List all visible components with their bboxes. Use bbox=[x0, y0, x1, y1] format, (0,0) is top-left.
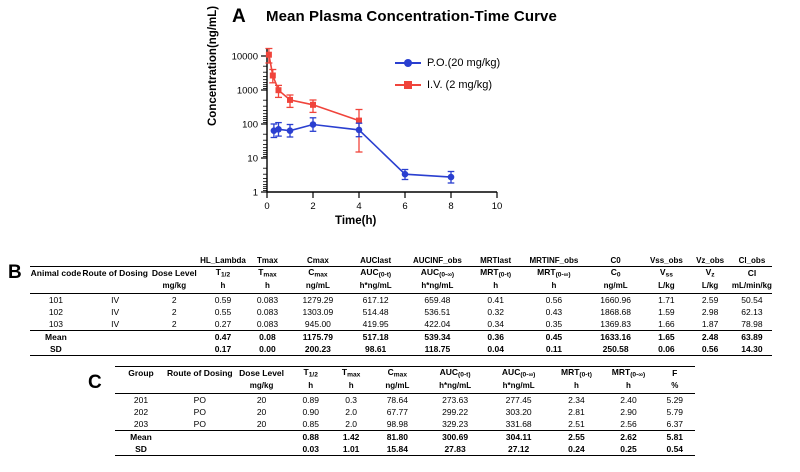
cell: 2.48 bbox=[701, 331, 719, 342]
cell: 0.90 bbox=[302, 406, 319, 417]
unit-cell bbox=[167, 381, 233, 394]
cell: 0.89 bbox=[302, 394, 319, 405]
header-cell-group: Group bbox=[115, 367, 167, 381]
cell: 2 bbox=[171, 294, 177, 305]
legend-item-po bbox=[395, 52, 545, 74]
cell: 0.083 bbox=[256, 306, 279, 317]
table-row bbox=[115, 406, 695, 418]
cell: 1660.96 bbox=[600, 294, 631, 305]
cell: 277.45 bbox=[505, 394, 532, 405]
cell: 2 bbox=[171, 306, 177, 317]
cell: 422.04 bbox=[405, 318, 471, 331]
cell: 0.06 bbox=[644, 343, 688, 356]
table-group-header-row bbox=[30, 256, 772, 267]
table-c-panel bbox=[115, 366, 695, 456]
pk-table-iv bbox=[30, 256, 772, 356]
cell: 0.85 bbox=[291, 418, 331, 431]
cell: 0.11 bbox=[521, 343, 587, 356]
cell: SD bbox=[115, 443, 167, 456]
cell: 0.59 bbox=[214, 294, 232, 305]
group-header-cell: AUClast bbox=[360, 256, 392, 265]
header-cell-auc-0inf: $AUC_{(0-\infty)}$ bbox=[487, 367, 551, 381]
legend-item-iv bbox=[395, 74, 545, 96]
header-cell-tmax: $T_{max}$ bbox=[331, 367, 371, 381]
header-cell-cmax: $C_{max}$ bbox=[371, 367, 423, 381]
cell: IV bbox=[111, 306, 120, 317]
unit-cell bbox=[30, 281, 82, 294]
cell: 0.45 bbox=[545, 331, 563, 342]
y-tick-label: 100 bbox=[242, 119, 258, 131]
header-cell-cmax: $C_{max}$ bbox=[289, 267, 347, 281]
unit-cell: h*ng/mL bbox=[423, 381, 487, 394]
cell: 0.35 bbox=[521, 318, 587, 331]
unit-cell: h*ng/mL bbox=[347, 281, 405, 294]
cell bbox=[149, 343, 201, 356]
group-header-cell: AUCINF_obs bbox=[412, 256, 462, 265]
chart-legend bbox=[395, 52, 545, 102]
x-tick-label: 4 bbox=[356, 201, 362, 212]
table-unit-row bbox=[115, 381, 695, 394]
cell bbox=[82, 343, 149, 356]
cell: 1279.29 bbox=[302, 294, 334, 305]
cell: 78.98 bbox=[732, 318, 772, 331]
table-row-mean bbox=[115, 430, 695, 443]
cell: 0.27 bbox=[200, 318, 246, 331]
cell: 2.81 bbox=[568, 406, 585, 417]
x-tick-label: 6 bbox=[402, 201, 408, 212]
table-row bbox=[30, 318, 772, 331]
cell: 81.80 bbox=[386, 431, 408, 442]
unit-cell: mg/kg bbox=[233, 381, 291, 394]
cell bbox=[233, 443, 291, 456]
cell: 0.34 bbox=[470, 318, 521, 331]
header-cell-f: F bbox=[655, 367, 695, 381]
unit-cell bbox=[82, 281, 149, 294]
series-po-markers bbox=[271, 121, 455, 180]
header-cell-auc-0t: $AUC_{(0-t)}$ bbox=[347, 267, 405, 281]
cell: 1303.09 bbox=[302, 306, 334, 317]
cell: 1.59 bbox=[658, 306, 675, 317]
cell: 5.81 bbox=[666, 431, 684, 442]
cell: 304.11 bbox=[505, 431, 532, 442]
x-axis-label: Time(h) bbox=[335, 215, 377, 227]
cell: 2.34 bbox=[568, 394, 585, 405]
cell bbox=[167, 430, 233, 443]
cell: 0.25 bbox=[602, 443, 654, 456]
header-cell-route: Route of Dosing bbox=[82, 267, 149, 281]
header-cell-mrt-0inf: $MRT_{(0-\infty)}$ bbox=[602, 367, 654, 381]
cell: SD bbox=[30, 343, 82, 356]
header-cell-mrt-0t: $MRT_{(0-t)}$ bbox=[470, 267, 521, 281]
table-row bbox=[115, 418, 695, 431]
x-ticks bbox=[267, 192, 497, 198]
unit-cell: h*ng/mL bbox=[487, 381, 551, 394]
legend-line-iv bbox=[395, 84, 421, 86]
unit-cell: h bbox=[331, 381, 371, 394]
cell: 0.54 bbox=[655, 443, 695, 456]
cell: 103 bbox=[30, 318, 82, 331]
unit-cell: h bbox=[550, 381, 602, 394]
cell: 2.51 bbox=[550, 418, 602, 431]
cell: 20 bbox=[233, 418, 291, 431]
cell: 300.69 bbox=[442, 431, 469, 442]
cell: 0.04 bbox=[470, 343, 521, 356]
x-tick-label: 2 bbox=[310, 201, 316, 212]
y-tick-label: 1 bbox=[252, 187, 258, 199]
unit-cell: h bbox=[291, 381, 331, 394]
unit-cell: h*ng/mL bbox=[405, 281, 471, 294]
cell: 329.23 bbox=[423, 418, 487, 431]
cell: 0.88 bbox=[302, 431, 319, 442]
cell: 514.48 bbox=[362, 306, 389, 317]
header-cell-vz: $V_z$ bbox=[688, 267, 732, 281]
group-header-cell: C0 bbox=[610, 256, 621, 265]
group-header-cell: Tmax bbox=[257, 256, 278, 265]
cell: 617.12 bbox=[362, 294, 389, 305]
legend-label-iv: I.V. (2 mg/kg) bbox=[427, 79, 493, 91]
group-header-cell: Cmax bbox=[307, 256, 329, 265]
x-tick-label: 0 bbox=[264, 201, 270, 212]
cell: 0.55 bbox=[214, 306, 232, 317]
cell: Mean bbox=[45, 331, 67, 342]
cell: 20 bbox=[256, 406, 267, 417]
x-tick-labels bbox=[264, 201, 502, 212]
cell: 20 bbox=[256, 394, 267, 405]
table-b-panel bbox=[30, 256, 772, 356]
cell: 203 bbox=[115, 418, 167, 431]
header-cell-mrt-0inf: $MRT_{(0-\infty)}$ bbox=[521, 267, 587, 281]
cell: 98.61 bbox=[347, 343, 405, 356]
y-axis-label: Concentration(ng/mL) bbox=[207, 5, 219, 126]
group-header-cell: Vz_obs bbox=[696, 256, 725, 265]
cell: 2.62 bbox=[620, 431, 637, 442]
table-row bbox=[30, 306, 772, 318]
cell: 0.47 bbox=[214, 331, 232, 342]
table-row-sd bbox=[115, 443, 695, 456]
cell: 0.56 bbox=[688, 343, 732, 356]
cell: 1.01 bbox=[331, 443, 371, 456]
series-po-errorbars bbox=[271, 118, 455, 183]
cell: 539.34 bbox=[424, 331, 451, 342]
cell: 299.22 bbox=[442, 406, 469, 417]
cell: 27.12 bbox=[487, 443, 551, 456]
unit-cell: h bbox=[200, 281, 246, 294]
cell: 1.71 bbox=[658, 294, 675, 305]
cell: 250.58 bbox=[587, 343, 645, 356]
chart-title: Mean Plasma Concentration-Time Curve bbox=[266, 8, 557, 25]
cell: 200.23 bbox=[289, 343, 347, 356]
cell: 2.40 bbox=[620, 394, 637, 405]
cell: 517.18 bbox=[362, 331, 389, 342]
cell: 1369.83 bbox=[587, 318, 645, 331]
x-tick-label: 10 bbox=[491, 201, 503, 212]
unit-cell: h bbox=[602, 381, 654, 394]
unit-cell: mg/kg bbox=[149, 281, 201, 294]
cell: 201 bbox=[133, 394, 149, 405]
table-row bbox=[115, 393, 695, 406]
cell: 98.98 bbox=[371, 418, 423, 431]
cell: 1175.79 bbox=[302, 331, 334, 342]
y-tick-labels bbox=[232, 52, 258, 199]
header-cell-route: Route of Dosing bbox=[167, 367, 233, 381]
cell: Mean bbox=[130, 431, 152, 442]
cell bbox=[149, 330, 201, 343]
cell bbox=[233, 430, 291, 443]
unit-cell: ng/mL bbox=[371, 381, 423, 394]
cell: 0.03 bbox=[291, 443, 331, 456]
cell: 101 bbox=[48, 294, 64, 305]
panel-c-label: C bbox=[88, 372, 102, 393]
cell: 118.75 bbox=[405, 343, 471, 356]
header-cell-dose-level: Dose Level bbox=[233, 367, 291, 381]
header-cell-auc-0inf: $AUC_{(0-\infty)}$ bbox=[405, 267, 471, 281]
cell: 50.54 bbox=[741, 294, 763, 305]
unit-cell: h bbox=[246, 281, 289, 294]
cell: 5.79 bbox=[666, 406, 684, 417]
square-marker-icon bbox=[404, 81, 412, 89]
header-cell-mrt-0t: $MRT_{(0-t)}$ bbox=[550, 367, 602, 381]
cell: 62.13 bbox=[741, 306, 763, 317]
cell: 0.3 bbox=[345, 394, 358, 405]
cell: 303.20 bbox=[505, 406, 532, 417]
cell: 0.43 bbox=[545, 306, 563, 317]
header-cell-tmax: $T_{max}$ bbox=[246, 267, 289, 281]
header-cell-auc-0t: $AUC_{(0-t)}$ bbox=[423, 367, 487, 381]
cell: 1868.68 bbox=[600, 306, 631, 317]
unit-cell: h bbox=[521, 281, 587, 294]
unit-cell bbox=[115, 381, 167, 394]
table-row-mean bbox=[30, 330, 772, 343]
cell: 102 bbox=[48, 306, 64, 317]
legend-label-po: P.O.(20 mg/kg) bbox=[427, 57, 501, 69]
cell: 14.30 bbox=[732, 343, 772, 356]
cell: 659.48 bbox=[424, 294, 451, 305]
circle-marker-icon bbox=[404, 59, 412, 67]
cell: 67.77 bbox=[386, 406, 408, 417]
unit-cell: L/kg bbox=[688, 281, 732, 294]
table-row bbox=[30, 293, 772, 306]
cell: 2.56 bbox=[602, 418, 654, 431]
cell: IV bbox=[111, 294, 120, 305]
table-header-row bbox=[30, 267, 772, 281]
cell: 63.89 bbox=[741, 331, 763, 342]
cell: 0.00 bbox=[246, 343, 289, 356]
cell: 0.24 bbox=[550, 443, 602, 456]
cell: 0.41 bbox=[487, 294, 504, 305]
cell: 0.083 bbox=[246, 318, 289, 331]
header-cell-cl: Cl bbox=[732, 267, 772, 281]
unit-cell: mL/min/kg bbox=[732, 281, 772, 294]
y-tick-label: 1000 bbox=[236, 85, 258, 97]
cell: 2.0 bbox=[331, 418, 371, 431]
cell: 2.59 bbox=[701, 294, 719, 305]
cell: 1.87 bbox=[688, 318, 732, 331]
cell: 27.83 bbox=[423, 443, 487, 456]
cell: 419.95 bbox=[347, 318, 405, 331]
cell: 945.00 bbox=[289, 318, 347, 331]
cell: 202 bbox=[133, 406, 149, 417]
cell: 15.84 bbox=[371, 443, 423, 456]
unit-cell: L/kg bbox=[644, 281, 688, 294]
cell: 536.51 bbox=[424, 306, 451, 317]
pk-table-po bbox=[115, 366, 695, 456]
cell: 0.56 bbox=[545, 294, 563, 305]
cell: 2 bbox=[149, 318, 201, 331]
header-cell-t-half: $T_{1/2}$ bbox=[291, 367, 331, 381]
table-header-row bbox=[115, 367, 695, 381]
cell: 2.55 bbox=[568, 431, 585, 442]
group-header-cell: MRTINF_obs bbox=[529, 256, 579, 265]
cell: PO bbox=[167, 418, 233, 431]
cell: 0.17 bbox=[200, 343, 246, 356]
cell bbox=[82, 330, 149, 343]
unit-cell: h bbox=[470, 281, 521, 294]
cell: 0.08 bbox=[259, 331, 276, 342]
y-tick-label: 10 bbox=[247, 153, 258, 165]
series-po bbox=[271, 118, 455, 183]
group-header-cell: MRTlast bbox=[480, 256, 512, 265]
y-tick-label: 10000 bbox=[231, 51, 258, 63]
cell: 1.65 bbox=[658, 331, 675, 342]
header-cell-dose-level: Dose Level bbox=[149, 267, 201, 281]
cell: 2.0 bbox=[345, 406, 358, 417]
header-cell-t-half: $T_{1/2}$ bbox=[200, 267, 246, 281]
table-unit-row bbox=[30, 281, 772, 294]
cell: 1.66 bbox=[644, 318, 688, 331]
legend-line-po bbox=[395, 62, 421, 64]
header-cell-animal-code: Animal code bbox=[30, 267, 82, 281]
header-cell-vss: $V_{ss}$ bbox=[644, 267, 688, 281]
cell: 0.36 bbox=[487, 331, 504, 342]
cell: 273.63 bbox=[442, 394, 469, 405]
cell: 78.64 bbox=[386, 394, 408, 405]
header-cell-c0: $C_0$ bbox=[587, 267, 645, 281]
panel-b-label: B bbox=[8, 262, 22, 283]
x-tick-label: 8 bbox=[448, 201, 454, 212]
group-header-cell: Cl_obs bbox=[738, 256, 766, 265]
group-header-cell: Vss_obs bbox=[649, 256, 683, 265]
cell: 1633.16 bbox=[600, 331, 631, 342]
cell: 5.29 bbox=[666, 394, 684, 405]
cell: 2.90 bbox=[620, 406, 637, 417]
cell: 1.42 bbox=[342, 431, 360, 442]
group-header-cell: HL_Lambda bbox=[200, 256, 246, 265]
cell: 2.98 bbox=[701, 306, 719, 317]
unit-cell: % bbox=[655, 381, 695, 394]
panel-a-label: A bbox=[232, 6, 246, 27]
cell bbox=[167, 443, 233, 456]
table-row-sd bbox=[30, 343, 772, 356]
unit-cell: ng/mL bbox=[587, 281, 645, 294]
cell: 0.32 bbox=[487, 306, 504, 317]
cell: 331.68 bbox=[487, 418, 551, 431]
cell: PO bbox=[193, 394, 206, 405]
cell: PO bbox=[193, 406, 206, 417]
cell: 0.083 bbox=[256, 294, 279, 305]
cell: 6.37 bbox=[655, 418, 695, 431]
unit-cell: ng/mL bbox=[289, 281, 347, 294]
cell: IV bbox=[82, 318, 149, 331]
